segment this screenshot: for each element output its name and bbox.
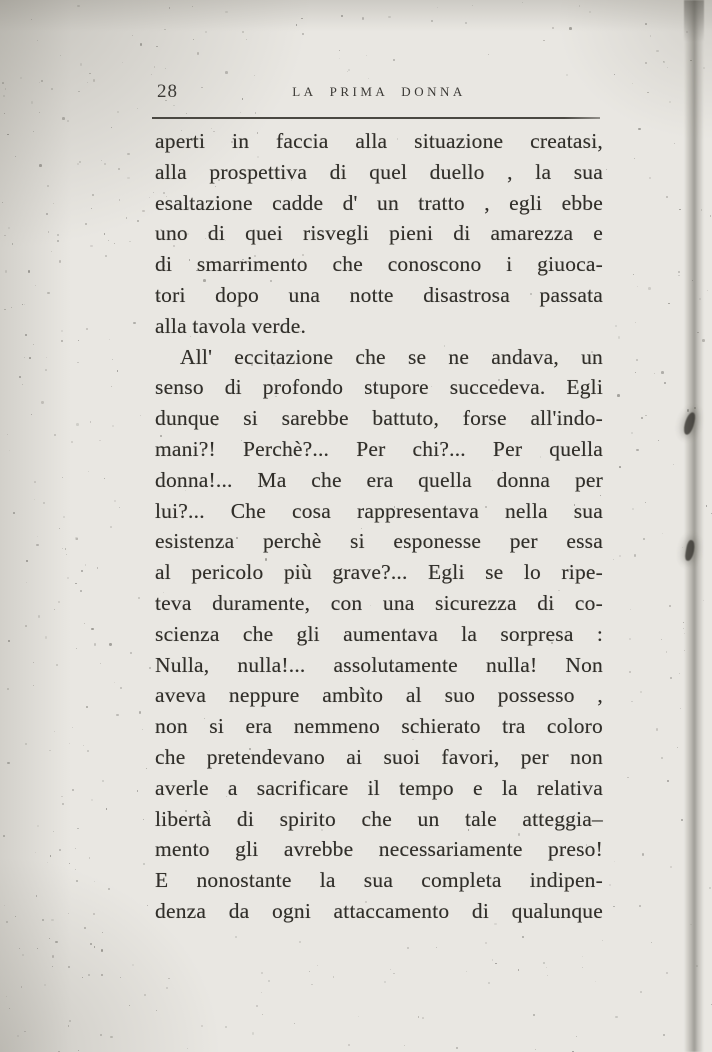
text-line: non si era nemmeno schierato tra coloro bbox=[155, 714, 603, 739]
text-line: che pretendevano ai suoi favori, per non bbox=[155, 744, 603, 769]
page-header bbox=[155, 81, 603, 102]
text-line: libertà di spirito che un tale atteggia– bbox=[155, 806, 603, 831]
text-line: averle a sacrificare il tempo e la relativa bbox=[155, 775, 603, 800]
ink-blot bbox=[684, 539, 696, 561]
text-line: aveva neppure ambìto al suo possesso , bbox=[155, 683, 603, 708]
text-line: senso di profondo stupore succedeva. Egli bbox=[155, 375, 603, 400]
text-line: All' eccitazione che se ne andava, un bbox=[180, 344, 603, 369]
text-line: donna!... Ma che era quella donna per bbox=[155, 467, 603, 492]
text-line: mento gli avrebbe necessariamente preso! bbox=[155, 837, 603, 862]
text-line: scienza che gli aumentava la sorpresa : bbox=[155, 621, 603, 646]
ink-blot bbox=[682, 411, 696, 435]
text-line: alla tavola verde. bbox=[155, 313, 307, 338]
text-line: lui?... Che cosa rappresentava nella sua bbox=[155, 498, 603, 523]
text-line: alla prospettiva di quel duello , la sua bbox=[155, 159, 603, 184]
text-line: teva duramente, con una sicurezza di co- bbox=[155, 590, 603, 615]
header-rule bbox=[152, 117, 600, 119]
page-number: 28 bbox=[157, 81, 178, 102]
text-line: Nulla, nulla!... assolutamente nulla! Non bbox=[155, 652, 603, 677]
text-line: esaltazione cadde d' un tratto , egli ebbe bbox=[155, 190, 603, 215]
text-line: dunque si sarebbe battuto, forse all'indo- bbox=[155, 406, 603, 431]
body-lines bbox=[155, 126, 603, 927]
text-line: esistenza perchè si esponesse per essa bbox=[155, 529, 603, 554]
text-line: E nonostante la sua completa indipen- bbox=[155, 868, 603, 893]
text-line: aperti in faccia alla situazione creatasi, bbox=[155, 129, 603, 153]
text-line: di smarrimento che conoscono i giuoca- bbox=[155, 252, 603, 277]
text-line: mani?! Perchè?... Per chi?... Per quella bbox=[155, 436, 603, 461]
gutter-shadow bbox=[684, 0, 704, 1052]
text-line: uno di quei risvegli pieni di amarezza e bbox=[155, 221, 603, 246]
running-title: LA PRIMA DONNA bbox=[292, 84, 466, 99]
text-line: al pericolo più grave?... Egli se lo ripe- bbox=[155, 560, 603, 585]
text-line: denza da ogni attaccamento di qualunque bbox=[155, 898, 603, 923]
text-line: tori dopo una notte disastrosa passata bbox=[155, 282, 603, 307]
